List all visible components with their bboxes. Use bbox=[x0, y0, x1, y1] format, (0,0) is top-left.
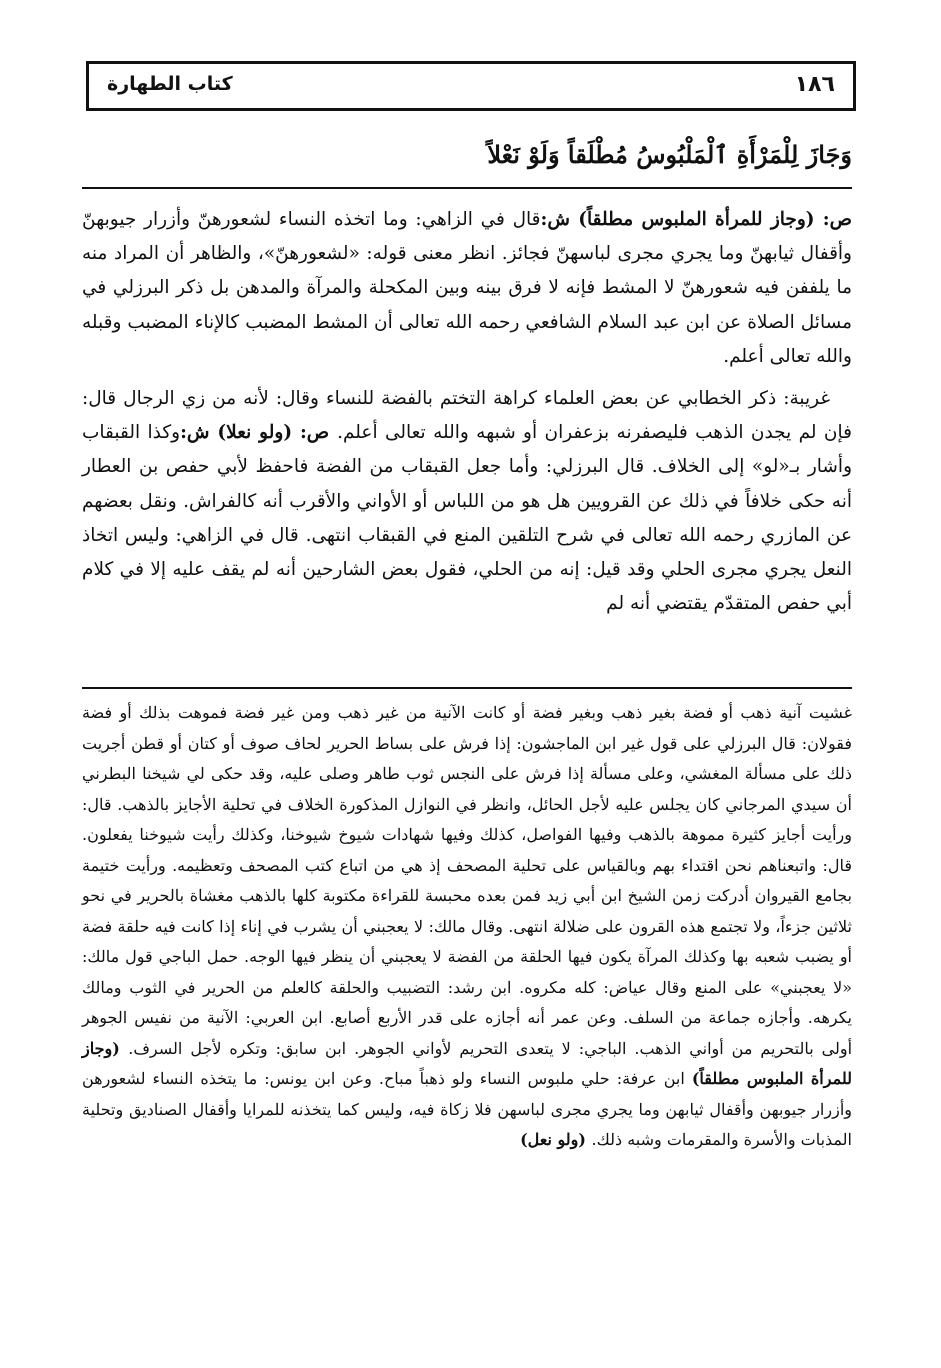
commentary-paragraph-1 bbox=[82, 203, 852, 374]
commentary-text-2b: وكذا القبقاب وأشار بـ«لو» إلى الخلاف. قال البرزلي: وأما جعل القبقاب من الفضة فاحفظ لأبي حفص بن العطار أنه حكى خلافاً في ذلك عن القرويين هل هو من اللباس أو الأواني والأقرب أنه كالفراش. ونقل بعضهم عن المازري رحمه الله تعالى في شرح التلقين المنع في القبقاب انتهى. قال في الزاهي: وليس اتخاذ النعل يجري مجرى الحلي وقد قيل: إنه من الحلي، فقول بعض الشارحين أنه لم يقف عليه إلا في كلام أبي حفص المتقدّم يقتضي أنه لم bbox=[82, 422, 852, 615]
footnote-body bbox=[82, 698, 852, 1156]
page-header bbox=[86, 61, 856, 111]
footnote-label-b: (ولو نعل) bbox=[520, 1130, 592, 1149]
footnote-paragraph bbox=[82, 698, 852, 1156]
divider-footnote bbox=[82, 687, 852, 689]
footnote-label-a: (وجاز للمرأة الملبوس مطلقاً) bbox=[82, 1038, 852, 1088]
footnote-text-b: ابن عرفة: حلي ملبوس النساء ولو ذهباً مباح. وعن ابن يونس: ما يتخذه النساء لشعورهن وأزرار جيوبهن وأقفال ثيابهن وما يجري مجرى لباسهن فلا زكاة فيه، وليس كما يتخذنه للمرايا وأقفال الصناديق وتحلية المذبات والأسرة والمقرمات وشبه ذلك. bbox=[82, 1069, 852, 1149]
matn-text: وَجَازَ لِلْمَرْأَةِ ٱلْمَلْبُوسُ مُطْلَقاً وَلَوْ نَعْلاً bbox=[487, 140, 852, 169]
commentary-paragraph-2 bbox=[82, 382, 852, 621]
footnote-text-a: غشيت آنية ذهب أو فضة بغير ذهب وبغير فضة أو كانت الآنية من غير ذهب ومن غير فضة فموهت بذلك أو فضة فقولان: قال البرزلي على قول غير ابن الماجشون: إذا فرش على بساط الحرير لحاف صوف أو كتان أو قطن أجريت ذلك على مسألة المغشي، وعلى مسألة إذا فرش على النجس ثوب طاهر وصلى عليه، وقد حكى لي شيخنا البطرني أن سيدي المرجاني كان يجلس عليه لأجل الحائل، وانظر في النوازل المذكورة الخلاف في تحلية الأجايز بالذهب. قال: ورأيت أجايز كثيرة مموهة بالذهب وفيها الفواصل، كذلك وفيها شهادات شيوخ شيوخنا، وكذلك رأيت شيوخنا يفعلون. قال: واتبعناهم نحن اقتداء بهم وبالقياس على تحلية المصحف إذ هي من اتباع كتب المصحف وتعظيمه. ورأيت ختيمة بجامع القيروان أدركت زمن الشيخ ابن أبي زيد فمن بعده محبسة للقراءة مكتوبة كلها بالذهب مغشاة بالحرير في نحو ثلاثين جزءاً، ولا تجتمع هذه القرون على ضلالة انتهى. وقال مالك: لا يعجبني أن يشرب في إناء إذا كانت فيه حلقة فضة أو يضبب شعبه بها وكذلك المرآة يكون فيها الحلقة من الفضة لا يعجبني أن ينظر فيها الوجه. حمل الباجي قول مالك: «لا يعجبني» على المنع وقال عياض: كله مكروه. ابن رشد: التضبيب والحلقة كالعلم من الحرير في الثوب ومالك يكرهه. وأجازه جماعة من السلف. وعن عمر أنه أجازه على قدر الأربع أصابع. ابن العربي: الآنية من نفيس الجوهر أولى بالتحريم من أواني الذهب. الباجي: لا يتعدى التحريم لأواني الجوهر. ابن سابق: وتكره لأجل السرف. bbox=[82, 703, 853, 1058]
commentary-text-1: قال في الزاهي: وما اتخذه النساء لشعورهنّ وأزرار جيوبهنّ وأقفال ثيابهنّ وما يجري مجرى لباسهنّ فجائز. انظر معنى قوله: «لشعورهنّ»، والظاهر أن المراد منه ما يلففن فيه شعورهنّ لا المشط فإنه لا فرق بينه وبين المكحلة والمرآة والمدهن بل ذكر البرزلي في مسائل الصلاة عن ابن عبد السلام الشافعي رحمه الله تعالى أن المشط المضبب كالإناء المضبب وقبله والله تعالى أعلم. bbox=[82, 209, 852, 367]
commentary-label-1: ص: (وجاز للمرأة الملبوس مطلقاً) ش: bbox=[540, 209, 852, 230]
commentary-text-2a: غريبة: ذكر الخطابي عن بعض العلماء كراهة التختم بالفضة للنساء وقال: لأنه من زي الرجال قال: فإن لم يجدن الذهب فليصفرنه بزعفران أو شبهه والله تعالى أعلم. bbox=[82, 388, 852, 444]
commentary-body bbox=[82, 203, 852, 621]
book-title: كتاب الطهارة bbox=[107, 73, 233, 95]
book-page bbox=[78, 55, 860, 1355]
page-number: ١٨٦ bbox=[794, 72, 835, 97]
commentary-label-2: ص: (ولو نعلا) ش: bbox=[180, 422, 338, 444]
divider-top bbox=[82, 187, 852, 189]
